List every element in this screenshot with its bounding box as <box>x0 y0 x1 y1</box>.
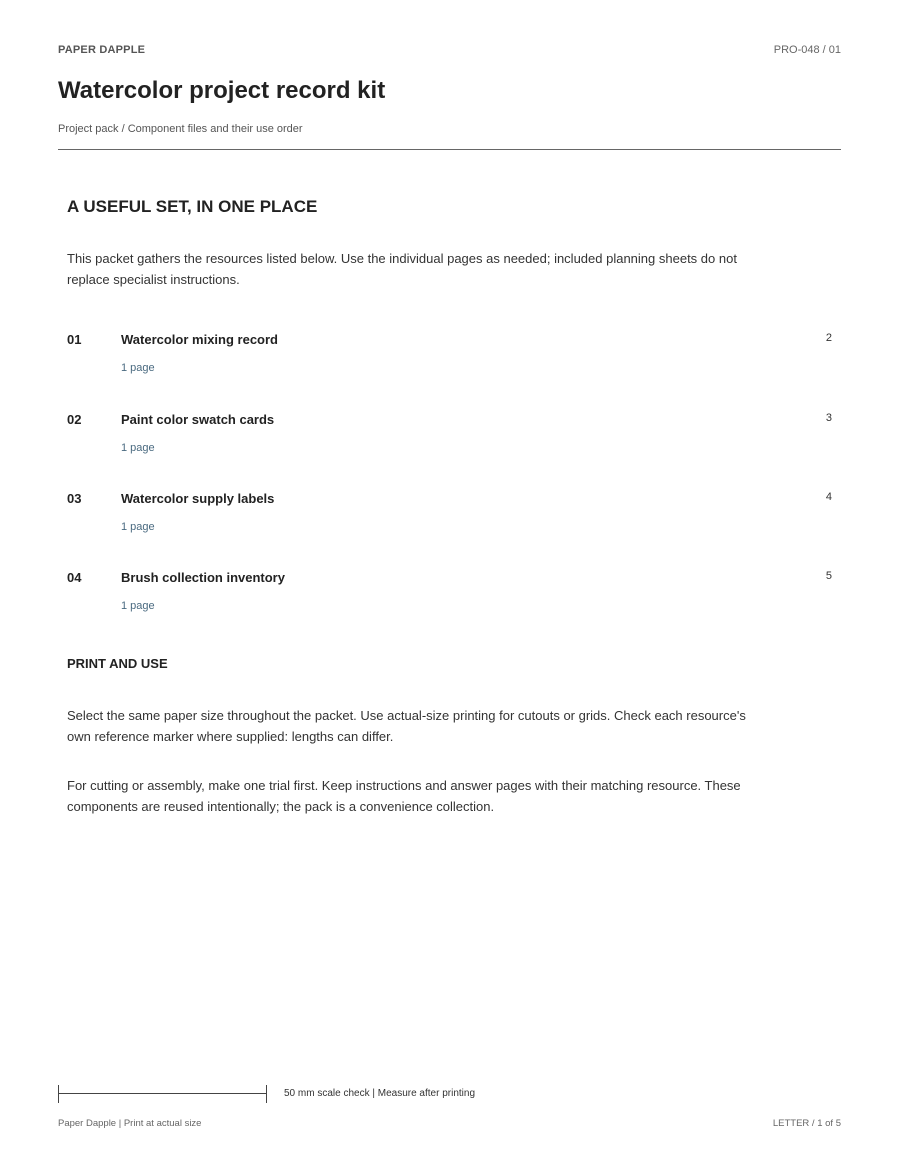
footer-left: Paper Dapple | Print at actual size <box>58 1118 202 1129</box>
contents-item <box>67 491 832 541</box>
item-page-count: 1 page <box>121 600 155 612</box>
item-page-number: 3 <box>825 412 832 424</box>
page-subtitle: Project pack / Component files and their use order <box>58 123 303 135</box>
scale-bar-tick <box>58 1085 59 1103</box>
intro-text: This packet gathers the resources listed below. Use the individual pages as needed; included planning sheets do not replace specialist instructions. <box>67 251 737 287</box>
item-page-count: 1 page <box>121 362 155 374</box>
item-page-number: 2 <box>825 332 832 344</box>
brand-name: PAPER DAPPLE <box>58 44 146 56</box>
scale-label: 50 mm scale check | Measure after printing <box>284 1088 476 1099</box>
item-title: Watercolor mixing record <box>121 332 278 347</box>
item-page-number: 5 <box>825 570 832 582</box>
scale-bar-tick <box>266 1085 267 1103</box>
item-number: 02 <box>67 412 82 427</box>
item-number: 03 <box>67 491 82 506</box>
item-number: 01 <box>67 332 82 347</box>
item-page-count: 1 page <box>121 442 155 454</box>
scale-bar <box>58 1085 267 1103</box>
contents-item <box>67 570 832 620</box>
scale-bar-line <box>58 1093 267 1094</box>
print-use-heading: PRINT AND USE <box>67 656 168 671</box>
contents-item <box>67 332 832 382</box>
item-title: Brush collection inventory <box>121 570 285 585</box>
item-title: Paint color swatch cards <box>121 412 275 427</box>
footer-page-indicator: LETTER / 1 of 5 <box>772 1118 841 1129</box>
page-title: Watercolor project record kit <box>58 77 386 104</box>
item-number: 04 <box>67 570 82 585</box>
item-title: Watercolor supply labels <box>121 491 275 506</box>
document-reference: PRO-048 / 01 <box>773 44 841 56</box>
intro-heading: A USEFUL SET, IN ONE PLACE <box>67 197 318 216</box>
item-page-number: 4 <box>825 491 832 503</box>
contents-item <box>67 412 832 462</box>
item-page-count: 1 page <box>121 521 155 533</box>
print-use-paragraph: Select the same paper size throughout the packet. Use actual-size printing for cutouts or grids. Check each resource's own reference marker where supplied: lengths can differ. <box>67 708 746 744</box>
header-divider <box>58 149 841 150</box>
print-use-paragraph: For cutting or assembly, make one trial first. Keep instructions and answer pages with their matching resource. These components are reused intentionally; the pack is a convenience collection. <box>67 778 741 814</box>
